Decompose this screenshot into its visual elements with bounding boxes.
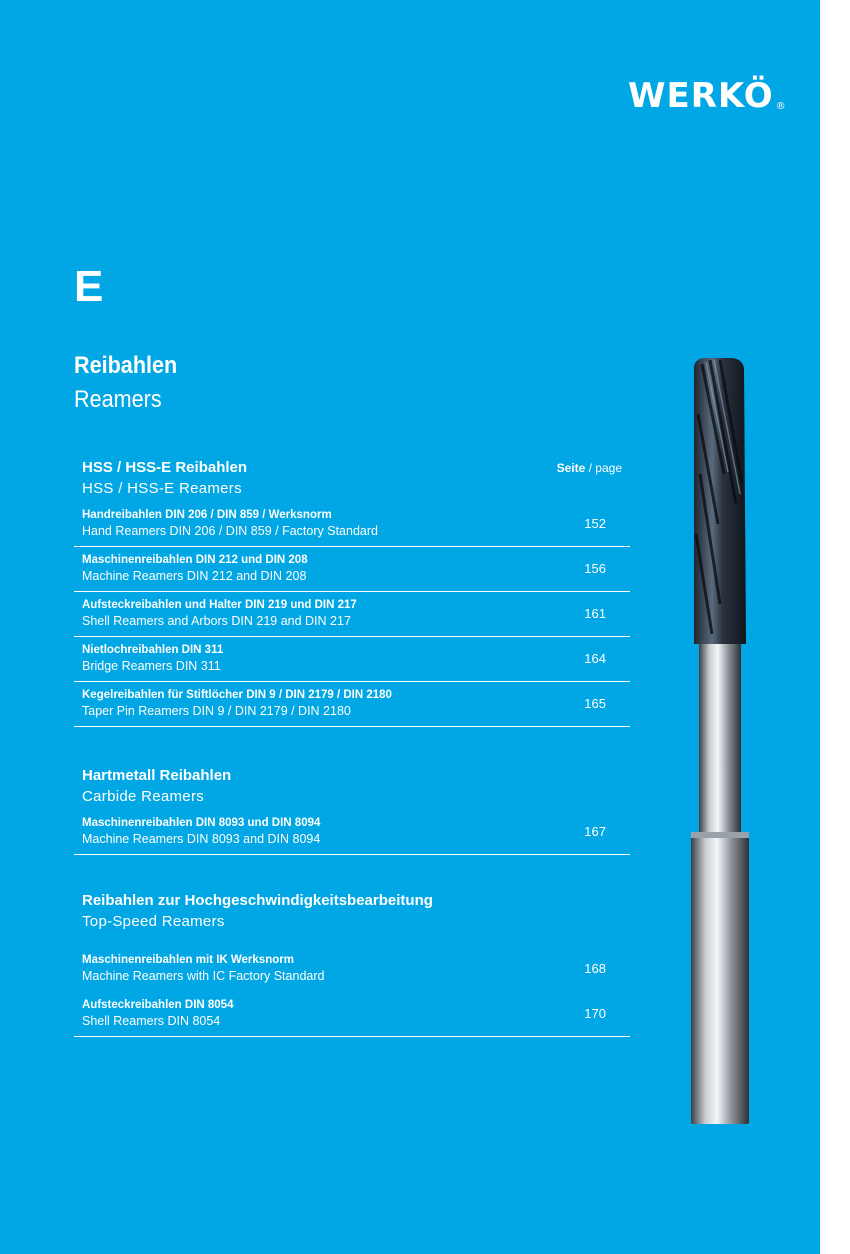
toc-item-de: Nietlochreibahlen DIN 311 — [82, 644, 224, 656]
toc-item-de: Kegelreibahlen für Stiftlöcher DIN 9 / DIN 2179 / DIN 2180 — [82, 689, 392, 701]
section-top-speed — [74, 891, 630, 1037]
logo-text: WERKÖ — [628, 76, 774, 116]
toc-item-en: Hand Reamers DIN 206 / DIN 859 / Factory Standard — [82, 524, 378, 538]
toc-row[interactable] — [74, 682, 630, 727]
page-label-sep: / — [588, 461, 592, 475]
section-header — [74, 891, 630, 947]
chapter-letter: E — [74, 262, 104, 311]
toc-item-de: Maschinenreibahlen DIN 8093 und DIN 8094 — [82, 817, 321, 829]
toc-item-de: Handreibahlen DIN 206 / DIN 859 / Werksnorm — [82, 509, 332, 521]
toc-row[interactable] — [74, 810, 630, 855]
toc-item-de: Aufsteckreibahlen und Halter DIN 219 und DIN 217 — [82, 599, 357, 611]
toc-row[interactable] — [74, 947, 630, 992]
toc-item-en: Taper Pin Reamers DIN 9 / DIN 2179 / DIN 2180 — [82, 704, 351, 718]
section-header — [74, 766, 630, 810]
toc-page-number[interactable]: 170 — [584, 1006, 606, 1021]
section-title-de: Reibahlen zur Hochgeschwindigkeitsbearbeitung — [82, 892, 433, 909]
toc-item-en: Shell Reamers and Arbors DIN 219 and DIN 217 — [82, 614, 351, 628]
toc-page-number[interactable]: 152 — [584, 516, 606, 531]
toc-page-number[interactable]: 164 — [584, 651, 606, 666]
section-title-en: HSS / HSS-E Reamers — [82, 480, 242, 497]
section-carbide — [74, 766, 630, 855]
toc-row[interactable] — [74, 992, 630, 1037]
section-title-en: Top-Speed Reamers — [82, 913, 225, 930]
section-hss — [74, 458, 630, 727]
chapter-title-de: Reibahlen — [74, 352, 178, 379]
toc-item-de: Aufsteckreibahlen DIN 8054 — [82, 999, 234, 1011]
toc-row[interactable] — [74, 502, 630, 547]
toc-item-en: Machine Reamers with IC Factory Standard — [82, 969, 325, 983]
toc-page-number[interactable]: 168 — [584, 961, 606, 976]
toc-item-en: Bridge Reamers DIN 311 — [82, 659, 221, 673]
section-title-de: HSS / HSS-E Reibahlen — [82, 459, 248, 476]
toc-page-number[interactable]: 161 — [584, 606, 606, 621]
toc-item-de: Maschinenreibahlen DIN 212 und DIN 208 — [82, 554, 308, 566]
chapter-title-en: Reamers — [74, 386, 162, 413]
section-header — [74, 458, 630, 502]
toc-row[interactable] — [74, 592, 630, 637]
section-title-en: Carbide Reamers — [82, 788, 205, 805]
toc-item-de: Maschinenreibahlen mit IK Werksnorm — [82, 954, 294, 966]
toc-item-en: Machine Reamers DIN 212 and DIN 208 — [82, 569, 307, 583]
toc-page-number[interactable]: 167 — [584, 824, 606, 839]
toc-item-en: Shell Reamers DIN 8054 — [82, 1014, 221, 1028]
page-label-en: page — [595, 461, 622, 475]
toc-page-number[interactable]: 165 — [584, 696, 606, 711]
toc-page-number[interactable]: 156 — [584, 561, 606, 576]
toc-row[interactable] — [74, 547, 630, 592]
toc-item-en: Machine Reamers DIN 8093 and DIN 8094 — [82, 832, 321, 846]
werko-logo — [628, 76, 787, 116]
reamer-tool-image — [680, 354, 760, 1134]
page-column-header — [557, 458, 622, 478]
toc-row[interactable] — [74, 637, 630, 682]
registered-mark: ® — [775, 101, 787, 112]
page-label-de: Seite — [556, 461, 586, 475]
section-title-de: Hartmetall Reibahlen — [82, 767, 232, 784]
